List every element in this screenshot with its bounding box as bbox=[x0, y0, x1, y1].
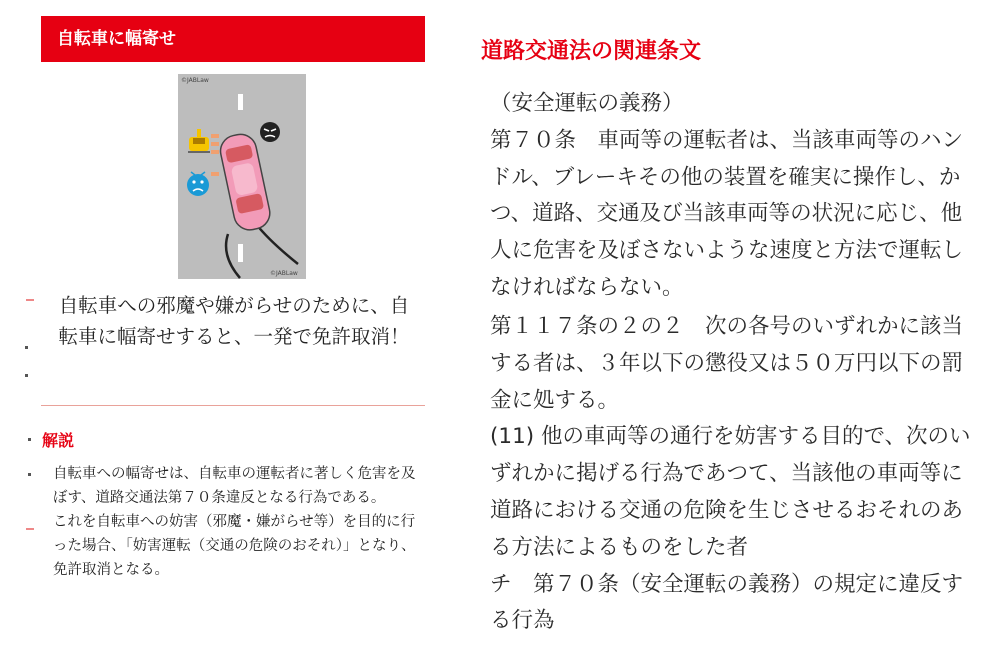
bullet-dot bbox=[28, 473, 31, 476]
watermark-bottom: ©JABLaw bbox=[270, 270, 298, 277]
decor-dot bbox=[25, 346, 28, 349]
decor-dash bbox=[26, 528, 34, 530]
left-panel bbox=[0, 0, 440, 653]
article-117 bbox=[490, 309, 982, 640]
article-70 bbox=[490, 86, 982, 307]
article-117-item-11: (11) 他の車両等の通行を妨害する目的で、次のいずれかに掲げる行為であつて、当該他の車両等に道路における交通の危険を生じさせるおそれのある方法によるものをした者 bbox=[490, 424, 971, 560]
watermark-top: ©JABLaw bbox=[181, 77, 209, 84]
kaisetsu-paragraph-2: これを自転車への妨害（邪魔・嫌がらせ等）を目的に行った場合、「妨害運転（交通の危険のおそれ）」となり、免許取消となる。 bbox=[53, 514, 416, 578]
illustration bbox=[178, 74, 306, 279]
article-117-item-chi: チ 第７０条（安全運転の義務）の規定に違反する行為 bbox=[490, 571, 964, 634]
kaisetsu-paragraph-1: 自転車への幅寄せは、自転車の運転者に著しく危害を及ぼす、道路交通法第７０条違反となる行為である。 bbox=[53, 466, 416, 506]
kaisetsu-body bbox=[53, 462, 425, 582]
article-117-text: 第１１７条の２の２ 次の各号のいずれかに該当する者は、３年以下の懲役又は５０万円以下の罰金に処する。 bbox=[490, 314, 964, 413]
angry-face-icon bbox=[260, 122, 280, 142]
bullet-dot bbox=[28, 438, 31, 441]
section-header: 自転車に幅寄せ bbox=[41, 16, 425, 62]
decor-dash bbox=[26, 299, 34, 301]
article-70-heading: （安全運転の義務） bbox=[490, 91, 684, 116]
caption-text: 自転車への邪魔や嫌がらせのために、自転車に幅寄せすると、一発で免許取消！ bbox=[58, 294, 410, 348]
article-70-text: 第７０条 車両等の運転者は、当該車両等のハンドル、ブレーキその他の装置を確実に操作し、かつ、道路、交通及び当該車両等の状況に応じ、他人に危害を及ぼさないような速度と方法で運転しなければならない。 bbox=[490, 127, 964, 300]
divider bbox=[41, 405, 425, 406]
decor-dot bbox=[25, 374, 28, 377]
kaisetsu-heading: 解説 bbox=[42, 431, 75, 450]
right-panel bbox=[475, 0, 985, 653]
law-title: 道路交通法の関連条文 bbox=[481, 39, 702, 64]
